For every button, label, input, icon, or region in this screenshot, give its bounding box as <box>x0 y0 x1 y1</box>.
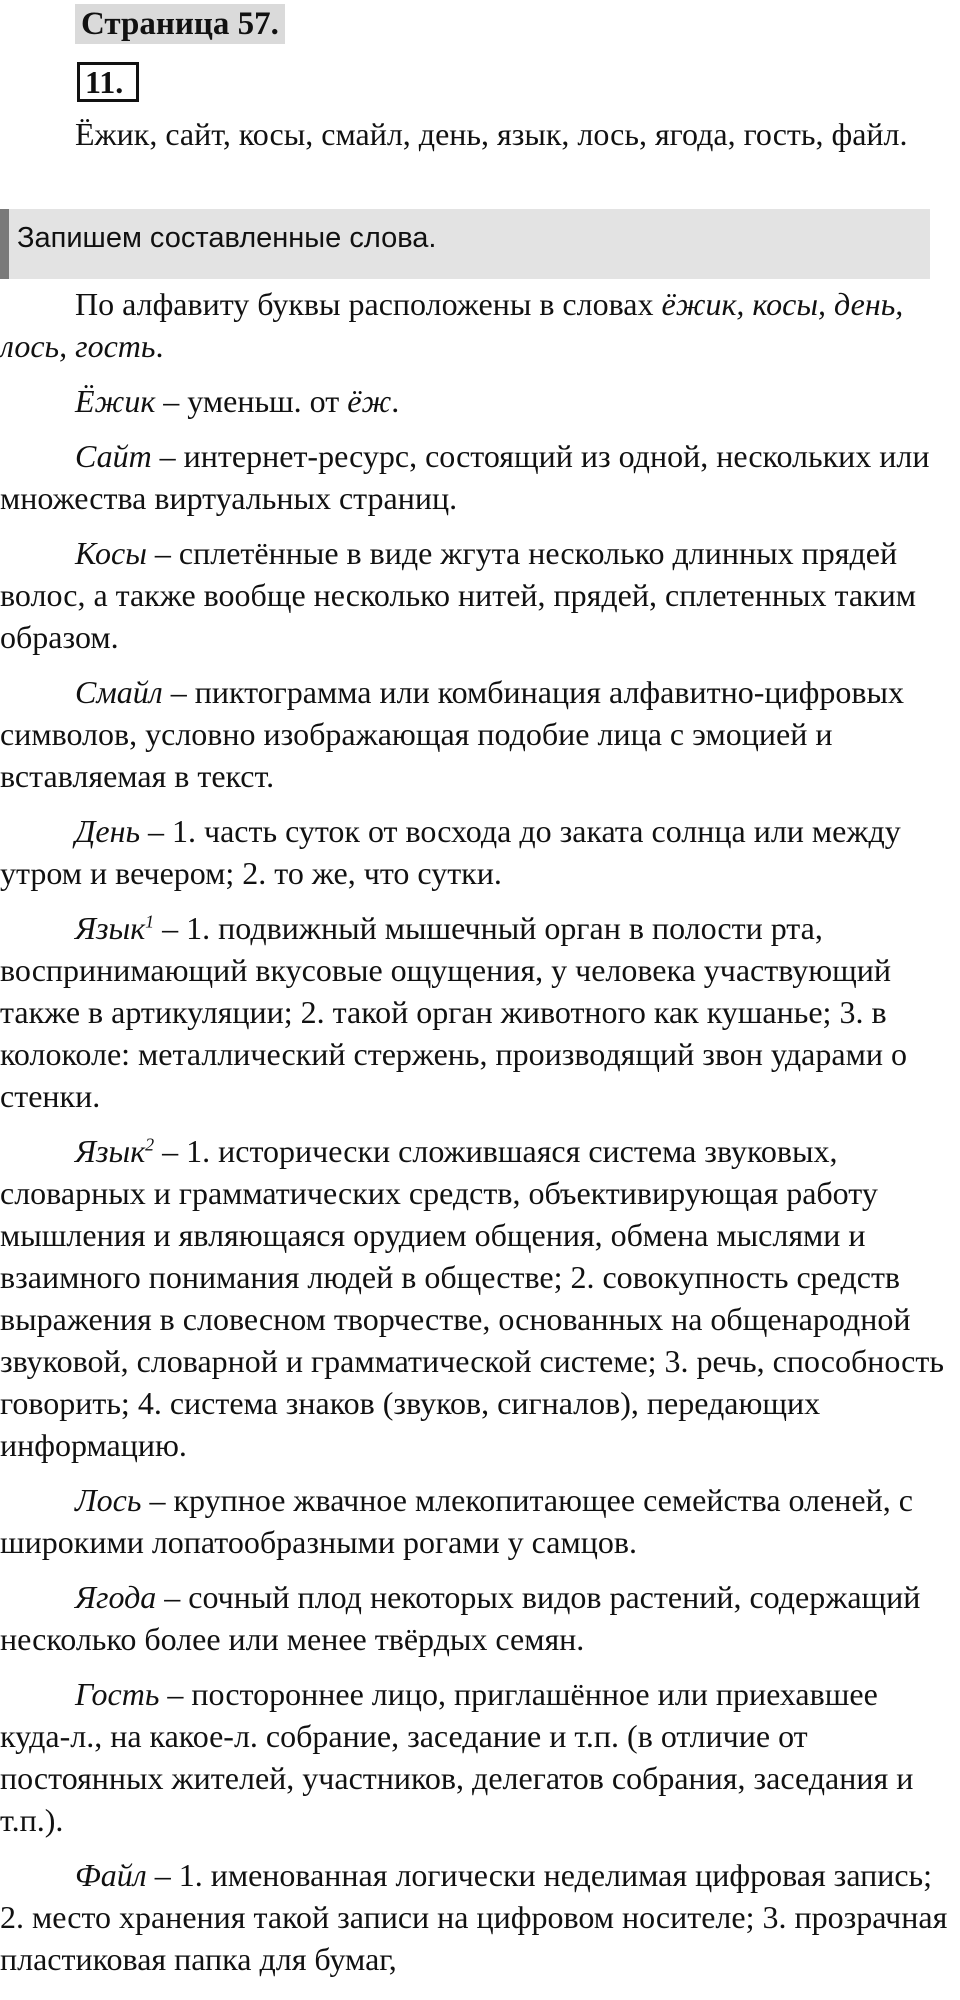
entry-superscript: 2 <box>145 1134 155 1155</box>
entry-definition: – 1. исторически сложившаяся система звуковых, словарных и грамматических средств, объективирующая работу мышления и являющаяся орудием общения, обмена мыслями и взаимного понимания людей в обществе; 2. совокупность средств выражения в словесном творчестве, основанных на общенародной звуковой, словарной и грамматической системе; 3. речь, способность говорить; 4. система знаков (звуков, сигналов), передающих информацию. <box>0 1133 944 1463</box>
entry-term: Ягода <box>75 1579 157 1615</box>
entry-extra-term: ёж <box>347 383 392 419</box>
entry-term: Сайт <box>75 438 152 474</box>
definition-entry <box>0 1130 952 1466</box>
entry-definition: – крупное жвачное млекопитающее семейства оленей, с широкими лопатообразными рогами у самцов. <box>0 1482 913 1560</box>
entry-term: Файл <box>75 1857 147 1893</box>
alphabet-end: . <box>155 328 164 364</box>
entry-definition: – 1. часть суток от восхода до заката солнца или между утром и вечером; 2. то же, что сутки. <box>0 813 901 891</box>
entry-tail: . <box>391 383 400 419</box>
definition-entry <box>0 1576 952 1660</box>
definition-entry <box>0 1673 952 1841</box>
definition-entry <box>0 907 952 1117</box>
definition-entry <box>0 671 952 797</box>
entry-definition: – уменьш. от <box>155 383 348 419</box>
entry-term: Ёжик <box>75 383 156 419</box>
definition-entry <box>0 380 952 422</box>
definition-entry <box>0 1854 952 1980</box>
entry-term: Гость <box>75 1676 160 1712</box>
entry-definition: – интернет-ресурс, состоящий из одной, нескольких или множества виртуальных страниц. <box>0 438 930 516</box>
entry-term: День <box>75 813 140 849</box>
entry-definition: – 1. подвижный мышечный орган в полости рта, воспринимающий вкусовые ощущения, у человека участвующий также в артикуляции; 2. такой орган животного как кушанье; 3. в колоколе: металлический стержень, производящий звон ударами о стенки. <box>0 910 907 1114</box>
entry-definition: – сплетённые в виде жгута несколько длинных прядей волос, а также вообще несколько нитей, прядей, сплетенных таким образом. <box>0 535 916 655</box>
task-number-box: 11. <box>77 62 139 102</box>
definition-entry <box>0 810 952 894</box>
alphabet-words: ёжик, косы, день, лось, гость <box>0 286 904 364</box>
entry-definition: – 1. именованная логически неделимая цифровая запись; 2. место хранения такой записи на цифровом носителе; 3. прозрачная пластиковая папка для бумаг, <box>0 1857 948 1977</box>
entry-term: Косы <box>75 535 147 571</box>
words-list: Ёжик, сайт, косы, смайл, день, язык, лось, ягода, гость, файл. <box>75 116 908 152</box>
alphabet-lead: По алфавиту буквы расположены в словах <box>75 286 662 322</box>
entry-superscript: 1 <box>145 911 155 932</box>
entry-term: Язык <box>75 910 146 946</box>
definition-entry <box>0 435 952 519</box>
alphabet-paragraph <box>0 283 952 367</box>
definition-entry <box>0 1479 952 1563</box>
entry-term: Язык <box>75 1133 146 1169</box>
entry-term: Лось <box>75 1482 142 1518</box>
definition-entry <box>0 532 952 658</box>
instruction-note: Запишем составленные слова. <box>0 209 930 279</box>
entry-term: Смайл <box>75 674 163 710</box>
entry-definition: – сочный плод некоторых видов растений, содержащий несколько более или менее твёрдых семян. <box>0 1579 921 1657</box>
entry-definition: – постороннее лицо, приглашённое или приехавшее куда-л., на какое-л. собрание, заседание и т.п. (в отличие от постоянных жителей, участников, делегатов собрания, заседания и т.п.). <box>0 1676 914 1838</box>
answer-body <box>0 283 952 1993</box>
page-heading: Страница 57. <box>75 4 285 44</box>
entry-definition: – пиктограмма или комбинация алфавитно-цифровых символов, условно изображающая подобие лица с эмоцией и вставляемая в текст. <box>0 674 904 794</box>
